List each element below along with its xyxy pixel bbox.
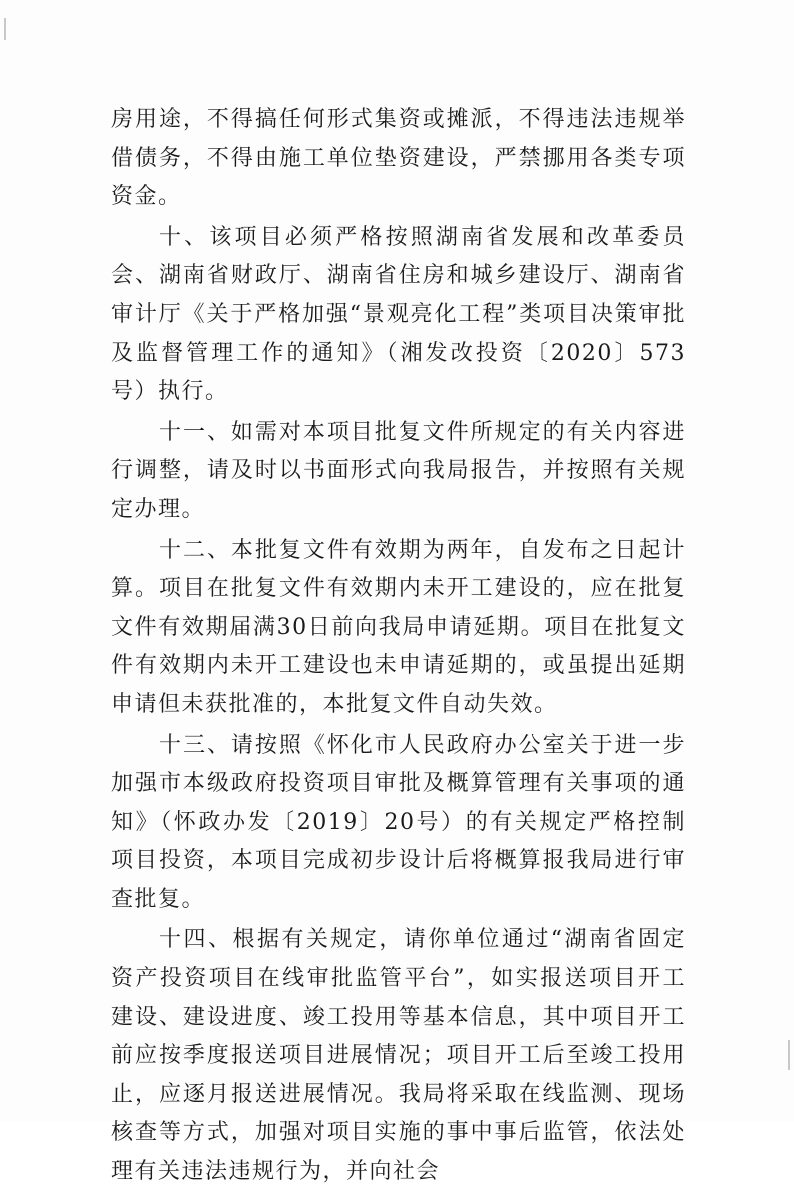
paragraph-item-13: 十三、请按照《怀化市人民政府办公室关于进一步加强市本级政府投资项目审批及概算管理有关事项的通知》（怀政办发〔2019〕20号）的有关规定严格控制项目投资，本项目完成初步设计后将概算报我局进行审查批复。: [111, 732, 686, 912]
scan-edge-mark: [788, 1040, 790, 1070]
document-body: [111, 101, 686, 1192]
paragraph-item-14: 十四、根据有关规定，请你单位通过“湖南省固定资产投资项目在线审批监管平台”，如实报送项目开工建设、建设进度、竣工投用等基本信息，其中项目开工前应按季度报送项目进展情况；项目开工后至竣工投用止，应逐月报送进展情况。我局将采取在线监测、现场核查等方式，加强对项目实施的事中事后监管，依法处理有关违法违规行为，并向社会: [111, 927, 686, 1185]
paragraph-continuation: 房用途，不得搞任何形式集资或摊派，不得违法违规举借债务，不得由施工单位垫资建设，严禁挪用各类专项资金。: [111, 107, 686, 210]
paragraph-item-11: 十一、如需对本项目批复文件所规定的有关内容进行调整，请及时以书面形式向我局报告，并按照有关规定办理。: [111, 419, 686, 522]
paragraph-item-12: 十二、本批复文件有效期为两年，自发布之日起计算。项目在批复文件有效期内未开工建设的，应在批复文件有效期届满30日前向我局申请延期。项目在批复文件有效期内未开工建设也未申请延期的，或虽提出延期申请但未获批准的，本批复文件自动失效。: [111, 537, 686, 717]
paragraph-item-10: 十、该项目必须严格按照湖南省发展和改革委员会、湖南省财政厅、湖南省住房和城乡建设厅、湖南省审计厅《关于严格加强“景观亮化工程”类项目决策审批及监督管理工作的通知》（湘发改投资〔2020〕573号）执行。: [111, 224, 686, 405]
scan-edge-mark: [4, 18, 6, 40]
